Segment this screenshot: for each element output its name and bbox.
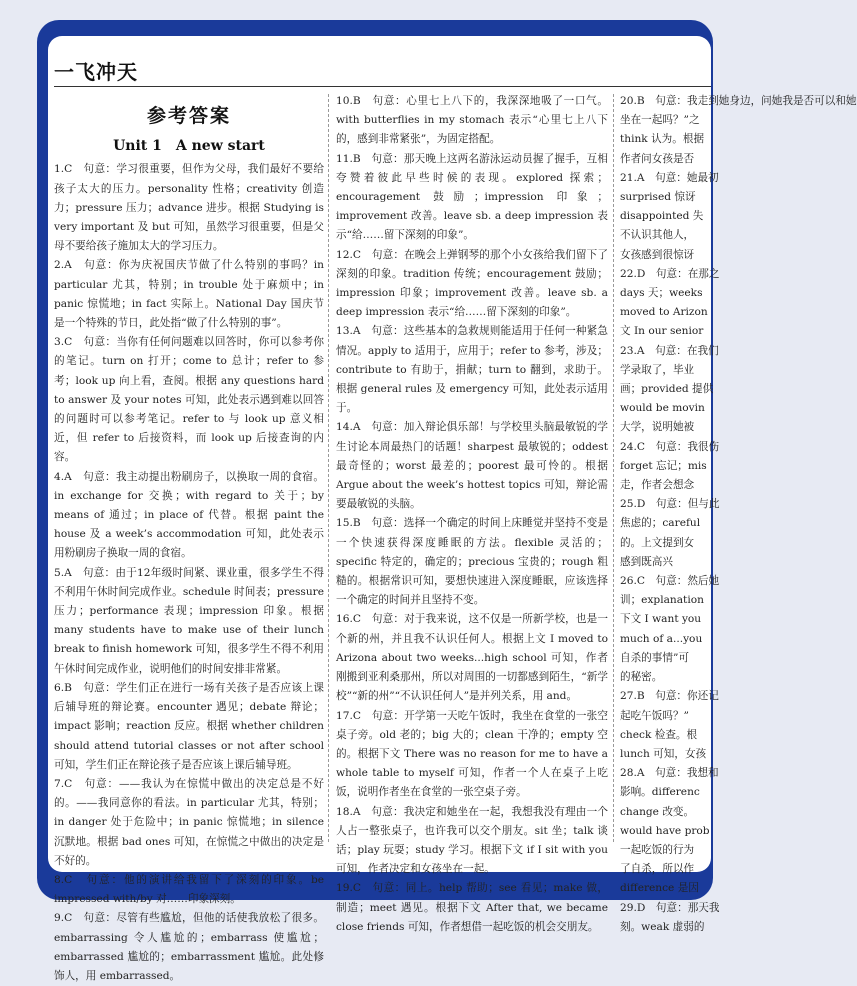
answer-entry: surprised 惊讶 <box>620 191 696 204</box>
answer-entry: 17.C 句意：开学第一天吃午饭时，我坐在食堂的一张空桌子旁。old 老的；big 大的；clean 干净的；empty 空的。根据下文 There was no reason for me to have a whole table to myself 可知，作者一个人在桌子上吃饭，说明作者坐在食堂的一张空桌子旁。 <box>336 709 608 799</box>
column-divider <box>613 94 614 842</box>
page-title: 参考答案 <box>146 105 231 127</box>
answer-entry: 下文 I want you <box>620 613 702 626</box>
answer-entry: 18.A 句意：我决定和她坐在一起，我想我没有理由一个人占一整张桌子，也许我可以交个朋友。sit 坐；talk 谈话；play 玩耍；study 学习。根据下文 if I sit with you 可知，作者决定和女孩坐在一起。 <box>336 805 608 876</box>
answer-page <box>48 36 857 982</box>
answer-entry: 7.C 句意：——我认为在惊慌中做出的决定总是不好的。——我同意你的看法。in particular 尤其，特别；in danger 处于危险中；in panic 惊慌地；in silence 沉默地。根据 bad ones 可知，在惊慌之中做出的决定是不好的。 <box>54 777 324 867</box>
column-divider <box>328 94 329 842</box>
answer-list-3 <box>620 92 857 937</box>
answer-list-2 <box>336 92 608 937</box>
answer-entry: 大学，说明她被 <box>620 421 695 434</box>
answer-entry: 20.B 句意：我走到她身边，问她我是否可以和她 <box>620 95 857 107</box>
answer-list-1 <box>54 160 324 986</box>
answer-entry: 11.B 句意：那天晚上这两名游泳运动员握了握手，互相夸赞着彼此早些时候的表现。explored 探索；encouragement 鼓励；impression 印象；improvement 改善。leave sb. a deep impression 表示“给……留下深刻的印象”。 <box>336 152 608 242</box>
answer-entry: 26.C 句意：然后她 <box>620 575 720 588</box>
answer-entry: 文 In our senior <box>620 325 704 338</box>
series-logo: 一飞冲天 <box>54 60 138 84</box>
answer-entry: 22.D 句意：在那之 <box>620 267 720 280</box>
answer-entry: 23.A 句意：在我们 <box>620 344 719 357</box>
answer-entry: 24.C 句意：我很伤 <box>620 440 720 453</box>
answer-entry: 14.A 句意：加入辩论俱乐部！与学校里头脑最敏锐的学生讨论本周最热门的话题！sharpest 最敏锐的；oddest 最奇怪的；worst 最差的；poorest 最可怜的。根据 Argue about the week’s hottest topics 可知，辩论需要最敏锐的头脑。 <box>336 421 608 511</box>
answer-entry: 一起吃饭的行为 <box>620 843 695 856</box>
answer-entry: 了自杀，所以作 <box>620 863 695 876</box>
column-1 <box>54 92 324 986</box>
answer-entry: 女孩感到很惊讶 <box>620 248 695 261</box>
column-2 <box>336 92 608 937</box>
answer-entry: change 改变。 <box>620 805 695 818</box>
answer-entry: 3.C 句意：当你有任何问题难以回答时，你可以参考你的笔记。turn on 打开；come to 总计；refer to 参考；look up 向上看，查阅。根据 any questions hard to answer 及 your notes 可知，此处表示遇到难以回答的问题时可以参考笔记。refer to 与 look up 意义相近，但 refer to 后接资料，而 look up 后接查询的内容。 <box>54 336 324 464</box>
header-rule <box>54 86 711 87</box>
answer-entry: 6.B 句意：学生们正在进行一场有关孩子是否应该上课后辅导班的辩论赛。encounter 遇见；debate 辩论；impact 影响；reaction 反应。根据 whether children should attend tutorial classes or not after school 可知，学生们正在辩论孩子是否应该上课后辅导班。 <box>54 681 324 771</box>
answer-entry: 起吃午饭吗？” <box>620 709 689 722</box>
answer-entry: 29.D 句意：那天我 <box>620 901 720 914</box>
answer-entry: 5.A 句意：由于12年级时间紧、课业重，很多学生不得不利用午休时间完成作业。schedule 时间表；pressure 压力；performance 表现；impression 印象。根据 many students have to make use of their lunch break to finish homework 可知，很多学生不得不利用午休时间完成作业，说明他们的时间安排非常紧。 <box>54 566 324 675</box>
answer-entry: 作者问女孩是否 <box>620 152 695 165</box>
answer-entry: 画；provided 提供 <box>620 383 714 396</box>
answer-entry: 13.A 句意：这些基本的急救规则能适用于任何一种紧急情况。apply to 适用于，应用于；refer to 参考，涉及；contribute to 有助于，捐献；turn to 翻到，求助于。根据 general rules 及 emergency 可知，此处表示适用于。 <box>336 325 608 415</box>
answer-entry: 8.C 句意：他的演讲给我留下了深刻的印象。be impressed with/by 对……印象深刻。 <box>54 873 324 906</box>
answer-entry: 25.D 句意：但与此 <box>620 498 720 511</box>
answer-entry: disappointed 失 <box>620 210 704 223</box>
answer-entry: 感到既高兴 <box>620 555 673 568</box>
answer-entry: 19.C 句意：同上。help 帮助；see 看见；make 做，制造；meet 遇见。根据下文 After that, we became close friends 可知，作者想借一起吃饭的机会交朋友。 <box>336 882 608 933</box>
answer-entry: 4.A 句意：我主动提出粉刷房子，以换取一周的食宿。in exchange for 交换；with regard to 关于；by means of 通过；in place of 代替。根据 paint the house 及 a week’s accommodation 可知，此处表示用粉刷房子换取一周的食宿。 <box>54 470 324 560</box>
answer-entry: check 检查。根 <box>620 728 698 741</box>
answer-entry: would be movin <box>620 402 705 415</box>
column-3 <box>620 92 857 937</box>
answer-entry: think 认为。根据 <box>620 133 705 146</box>
answer-entry: 自杀的事情”可 <box>620 651 689 664</box>
answer-entry: forget 忘记；mis <box>620 459 707 472</box>
answer-entry: 15.B 句意：选择一个确定的时间上床睡觉并坚持不变是一个快速获得深度睡眠的方法。flexible 灵活的；specific 特定的，确定的；precious 宝贵的；rough 粗糙的。根据常识可知，要想快速进入深度睡眠，应该选择一个确定的时间并且坚持不变。 <box>336 517 608 607</box>
answer-entry: 28.A 句意：我想和 <box>620 767 719 780</box>
answer-entry: lunch 可知，女孩 <box>620 747 707 760</box>
answer-entry: 学录取了，毕业 <box>620 363 695 376</box>
answer-entry: 焦虑的；careful <box>620 517 701 530</box>
answer-entry: 影响。differenc <box>620 786 700 799</box>
answer-entry: moved to Arizon <box>620 306 708 319</box>
answer-entry: 的秘密。 <box>620 671 663 684</box>
answer-entry: 训；explanation <box>620 594 704 607</box>
answer-entry: would have prob <box>620 824 710 837</box>
answer-entry: 1.C 句意：学习很重要，但作为父母，我们最好不要给孩子太大的压力。personality 性格；creativity 创造力；pressure 压力；advance 进步。根据 Studying is very important 及 but 可知，虽然学习很重要，但是父母不要给孩子施加太大的学习压力。 <box>54 163 324 253</box>
answer-entry: days 天；weeks <box>620 287 703 300</box>
answer-entry: 2.A 句意：你为庆祝国庆节做了什么特别的事吗？in particular 尤其，特别；in trouble 处于麻烦中；in panic 惊慌地；in fact 实际上。National Day 国庆节是一个特殊的节日，此处指“做了什么特别的事”。 <box>54 259 324 330</box>
answer-entry: 16.C 句意：对于我来说，这不仅是一所新学校，也是一个新的州，并且我不认识任何人。根据上文 I moved to Arizona about two weeks...high school 可知，作者刚搬到亚利桑那州，所以对周围的一切都感到陌生，“新学校”“新的州”“不认识任何人”是并列关系，用 and。 <box>336 613 608 703</box>
answer-entry: 坐在一起吗？”之 <box>620 114 700 127</box>
answer-entry: 刻。weak 虚弱的 <box>620 920 705 933</box>
answer-entry: 9.C 句意：尽管有些尴尬，但他的话使我放松了很多。embarrassing 令人尴尬的；embarrass 使尴尬；embarrassed 尴尬的；embarrassment 尴尬。此处修饰人，用 embarrassed。 <box>54 912 324 982</box>
answer-entry: 10.B 句意：心里七上八下的，我深深地吸了一口气。with butterflies in my stomach 表示“心里七上八下的，感到非常紧张”，为固定搭配。 <box>336 95 608 146</box>
unit-heading: Unit 1 A new start <box>113 138 265 155</box>
answer-entry: 12.C 句意：在晚会上弹钢琴的那个小女孩给我们留下了深刻的印象。tradition 传统；encouragement 鼓励；impression 印象；improvement 改善。leave sb. a deep impression 表示“给……留下深刻的印象”。 <box>336 248 608 319</box>
answer-entry: 走，作者会想念 <box>620 479 695 492</box>
answer-entry: 不认识其他人， <box>620 229 695 242</box>
answer-entry: 27.B 句意：你还记 <box>620 690 719 703</box>
answer-entry: much of a...you <box>620 632 703 645</box>
answer-entry: difference 是因 <box>620 882 699 895</box>
answer-entry: 21.A 句意：她最初 <box>620 171 719 184</box>
answer-entry: 的。上文提到女 <box>620 536 695 549</box>
